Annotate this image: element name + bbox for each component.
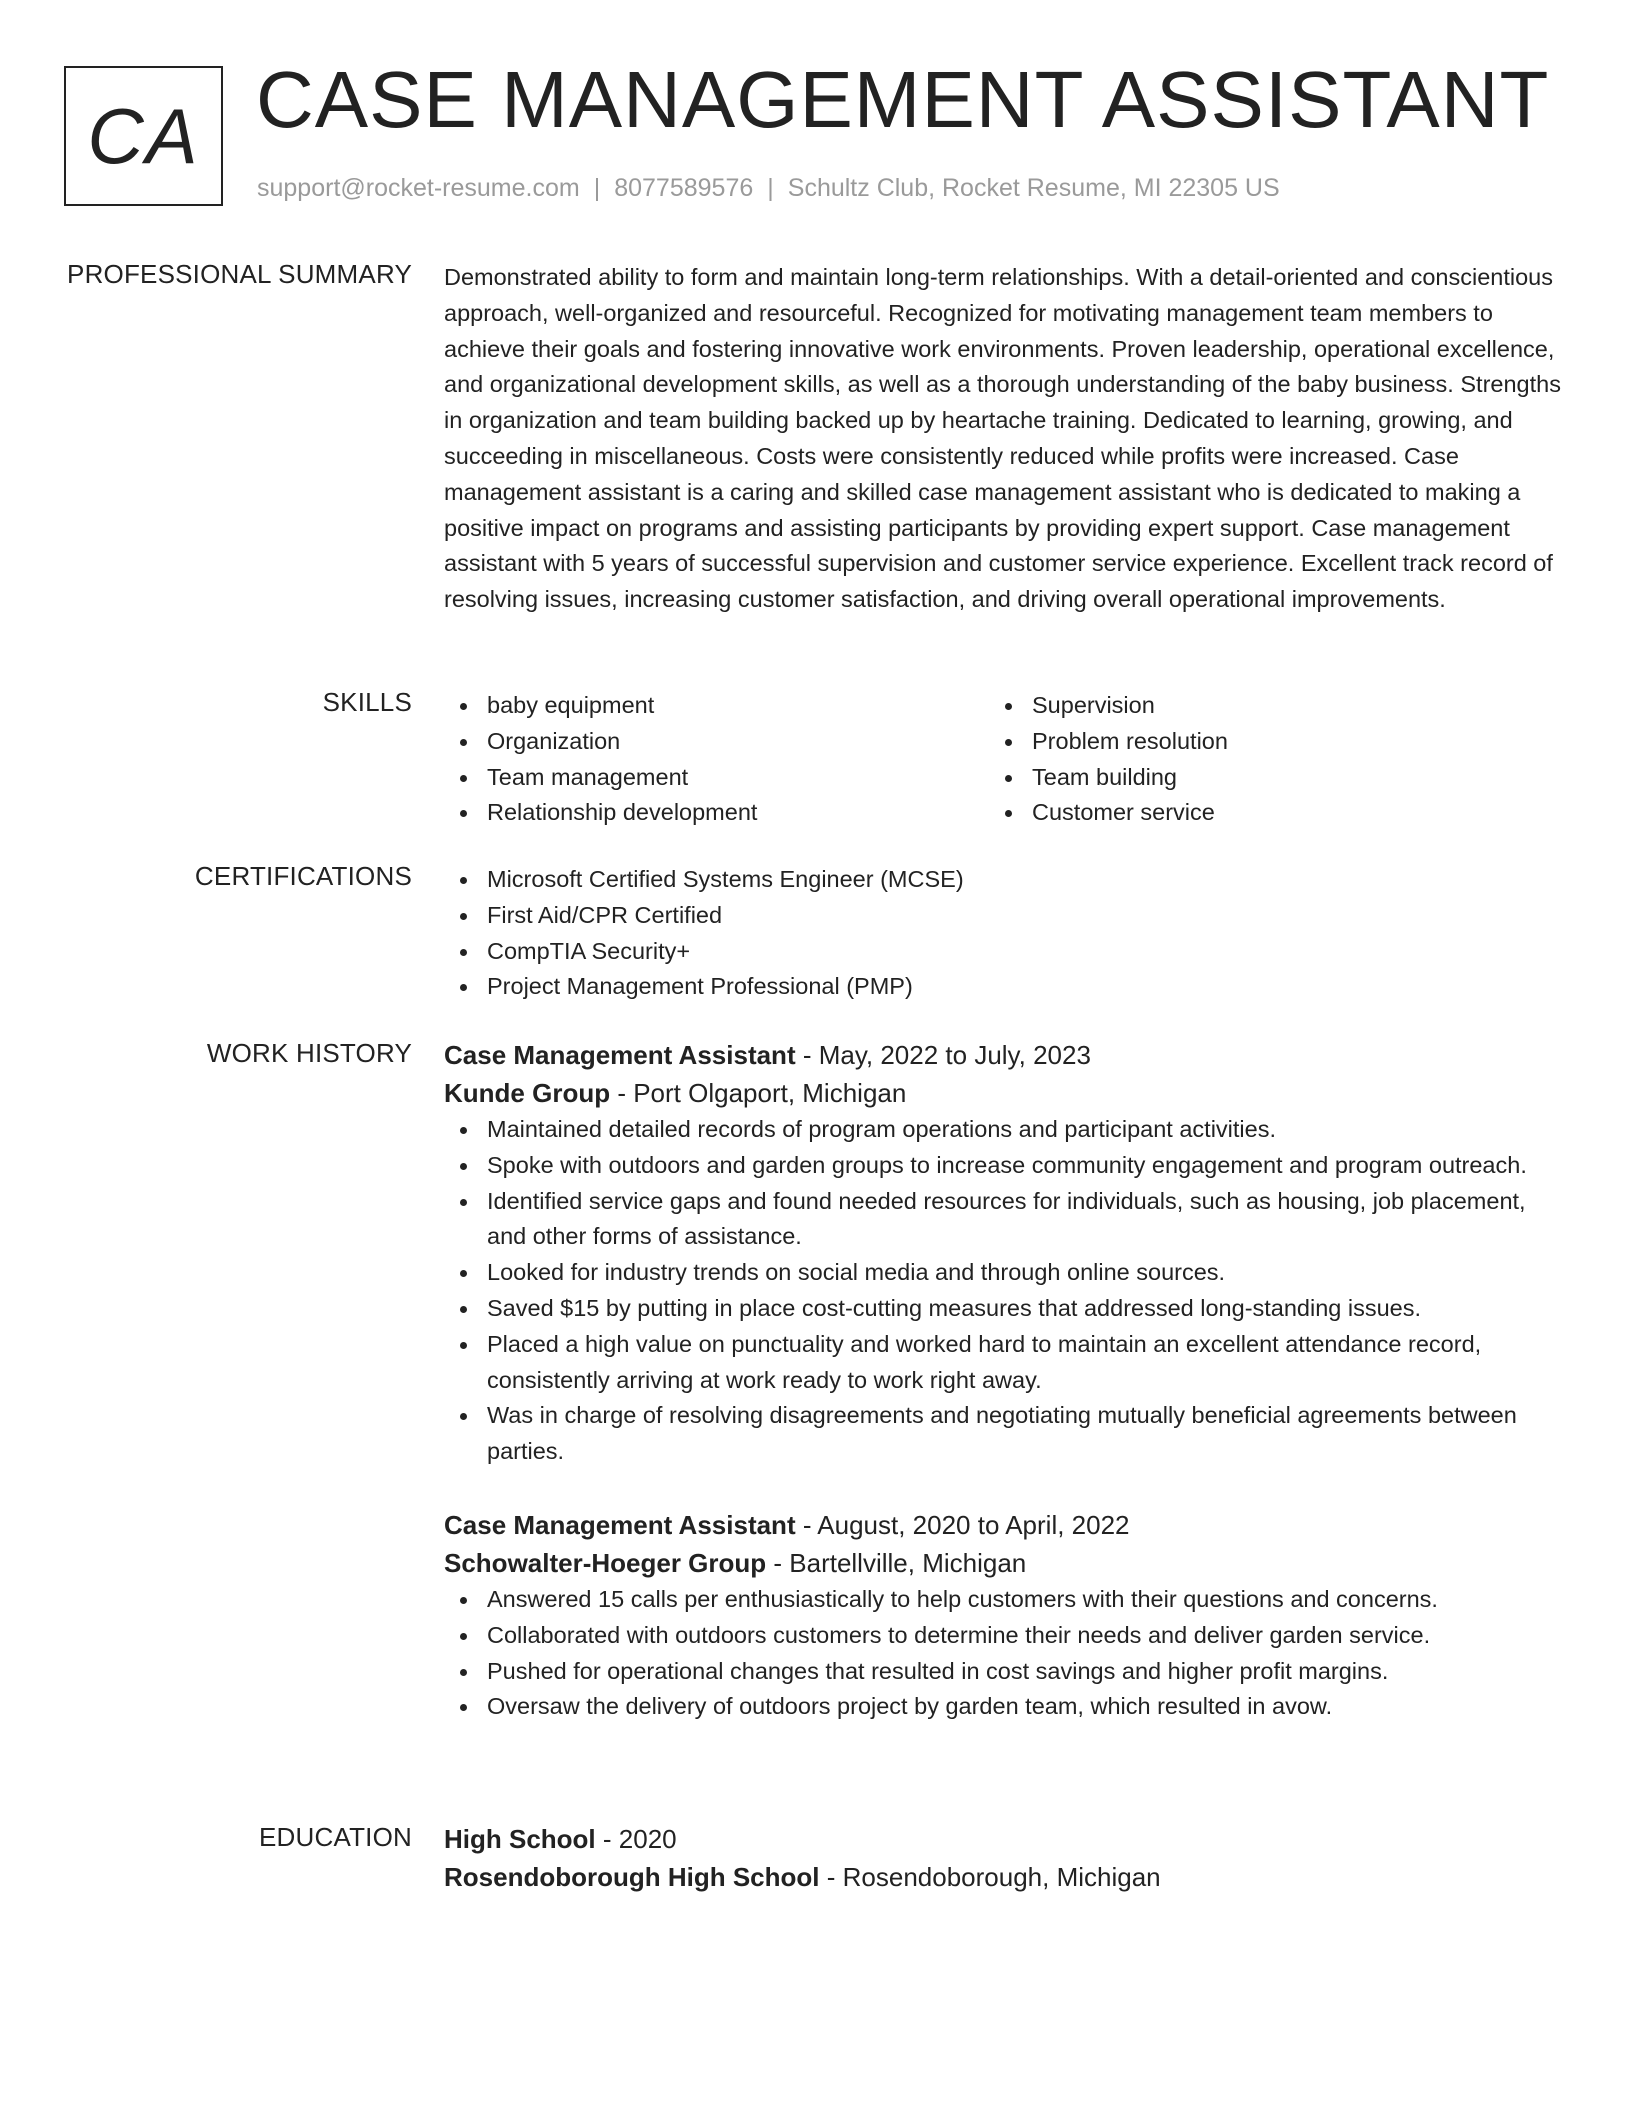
skill-item: Problem resolution	[989, 724, 1534, 760]
monogram-box	[64, 66, 223, 206]
skills-body	[444, 688, 1564, 831]
skill-item: Supervision	[989, 688, 1534, 724]
job-company-line	[444, 1074, 1564, 1112]
skills-column-left	[444, 688, 989, 831]
work-history-body	[444, 1036, 1564, 1725]
job-duty-item: Collaborated with outdoors customers to determine their needs and deliver garden service.	[444, 1618, 1564, 1654]
section-heading-certifications: CERTIFICATIONS	[194, 861, 412, 891]
job-duty-item: Maintained detailed records of program operations and participant activities.	[444, 1112, 1564, 1148]
skills-column-right	[989, 688, 1534, 831]
job-duty-item: Oversaw the delivery of outdoors project by garden team, which resulted in avow.	[444, 1689, 1564, 1725]
education-school-line	[444, 1858, 1564, 1896]
section-heading-summary: PROFESSIONAL SUMMARY	[67, 259, 412, 289]
candidate-name: CASE MANAGEMENT ASSISTANT	[256, 55, 1550, 144]
section-heading-skills: SKILLS	[322, 687, 412, 717]
summary-text: Demonstrated ability to form and maintain long-term relationships. With a detail-oriented and conscientious approach, well-organized and resourceful. Recognized for motivating management team members to achieve their goals and fostering innovative work environments. Proven leadership, operational excellence, and organizational development skills, as well as a thorough understanding of the baby business. Strengths in organization and team building backed up by heartache training. Dedicated to learning, growing, and succeeding in miscellaneous. Costs were consistently reduced while profits were increased. Case management assistant is a caring and skilled case management assistant who is dedicated to making a positive impact on programs and assisting participants by providing expert support. Case management assistant with 5 years of successful supervision and customer service experience. Excellent track record of resolving issues, increasing customer satisfaction, and driving overall operational improvements.	[444, 264, 1561, 613]
certifications-body	[444, 862, 1564, 1005]
job-location: - Port Olgaport, Michigan	[610, 1078, 907, 1108]
education-location: - Rosendoborough, Michigan	[819, 1862, 1161, 1892]
job-company: Schowalter-Hoeger Group	[444, 1547, 767, 1578]
job-title-line	[444, 1036, 1564, 1074]
section-heading-work-history: WORK HISTORY	[206, 1038, 412, 1068]
skill-item: Organization	[444, 724, 989, 760]
certification-item: Microsoft Certified Systems Engineer (MCSE)	[444, 862, 1564, 898]
education-degree-line	[444, 1820, 1564, 1858]
job-duty-item: Was in charge of resolving disagreements and negotiating mutually beneficial agreements between parties.	[444, 1398, 1564, 1470]
job-duty-item: Spoke with outdoors and garden groups to increase community engagement and program outreach.	[444, 1148, 1564, 1184]
education-body	[444, 1820, 1564, 1896]
skills-grid	[444, 688, 1564, 831]
job-company-line	[444, 1544, 1564, 1582]
job-dates: - May, 2022 to July, 2023	[795, 1040, 1091, 1070]
job-duty-item: Pushed for operational changes that resulted in cost savings and higher profit margins.	[444, 1654, 1564, 1690]
job-title: Case Management Assistant	[444, 1509, 796, 1540]
certification-item: CompTIA Security+	[444, 934, 1564, 970]
job-duty-item: Identified service gaps and found needed resources for individuals, such as housing, job placement, and other forms of assistance.	[444, 1184, 1564, 1256]
section-heading-education: EDUCATION	[259, 1822, 412, 1852]
job-dates: - August, 2020 to April, 2022	[795, 1509, 1130, 1540]
job-duty-item: Answered 15 calls per enthusiastically to help customers with their questions and concerns.	[444, 1582, 1564, 1618]
skill-item: Team building	[989, 760, 1534, 796]
certifications-list	[444, 862, 1564, 1005]
job-duty-item: Looked for industry trends on social media and through online sources.	[444, 1255, 1564, 1291]
education-school: Rosendoborough High School	[444, 1862, 820, 1892]
education-degree: High School	[444, 1824, 596, 1854]
job-duties-list	[444, 1582, 1564, 1725]
job-entry	[444, 1506, 1564, 1725]
skill-item: Team management	[444, 760, 989, 796]
skill-item: Relationship development	[444, 795, 989, 831]
contact-separator: |	[593, 174, 601, 202]
contact-address: Schultz Club, Rocket Resume, MI 22305 US	[787, 174, 1280, 202]
certification-item: Project Management Professional (PMP)	[444, 969, 1564, 1005]
job-duty-item: Saved $15 by putting in place cost-cutting measures that addressed long-standing issues.	[444, 1291, 1564, 1327]
job-entry	[444, 1036, 1564, 1470]
contact-phone: 8077589576	[614, 174, 754, 202]
education-year: - 2020	[595, 1824, 677, 1854]
job-location: - Bartellville, Michigan	[766, 1547, 1027, 1578]
skill-item: baby equipment	[444, 688, 989, 724]
contact-line	[257, 174, 1280, 203]
summary-body	[444, 260, 1564, 618]
job-title-line	[444, 1506, 1564, 1544]
certification-item: First Aid/CPR Certified	[444, 898, 1564, 934]
job-duties-list	[444, 1112, 1564, 1470]
monogram-initials: CA	[87, 91, 200, 180]
contact-email: support@rocket-resume.com	[257, 174, 580, 202]
skill-item: Customer service	[989, 795, 1534, 831]
contact-separator: |	[767, 174, 774, 202]
job-title: Case Management Assistant	[444, 1040, 796, 1070]
job-duty-item: Placed a high value on punctuality and worked hard to maintain an excellent attendance record, consistently arriving at work ready to work right away.	[444, 1327, 1564, 1399]
job-company: Kunde Group	[444, 1078, 611, 1108]
